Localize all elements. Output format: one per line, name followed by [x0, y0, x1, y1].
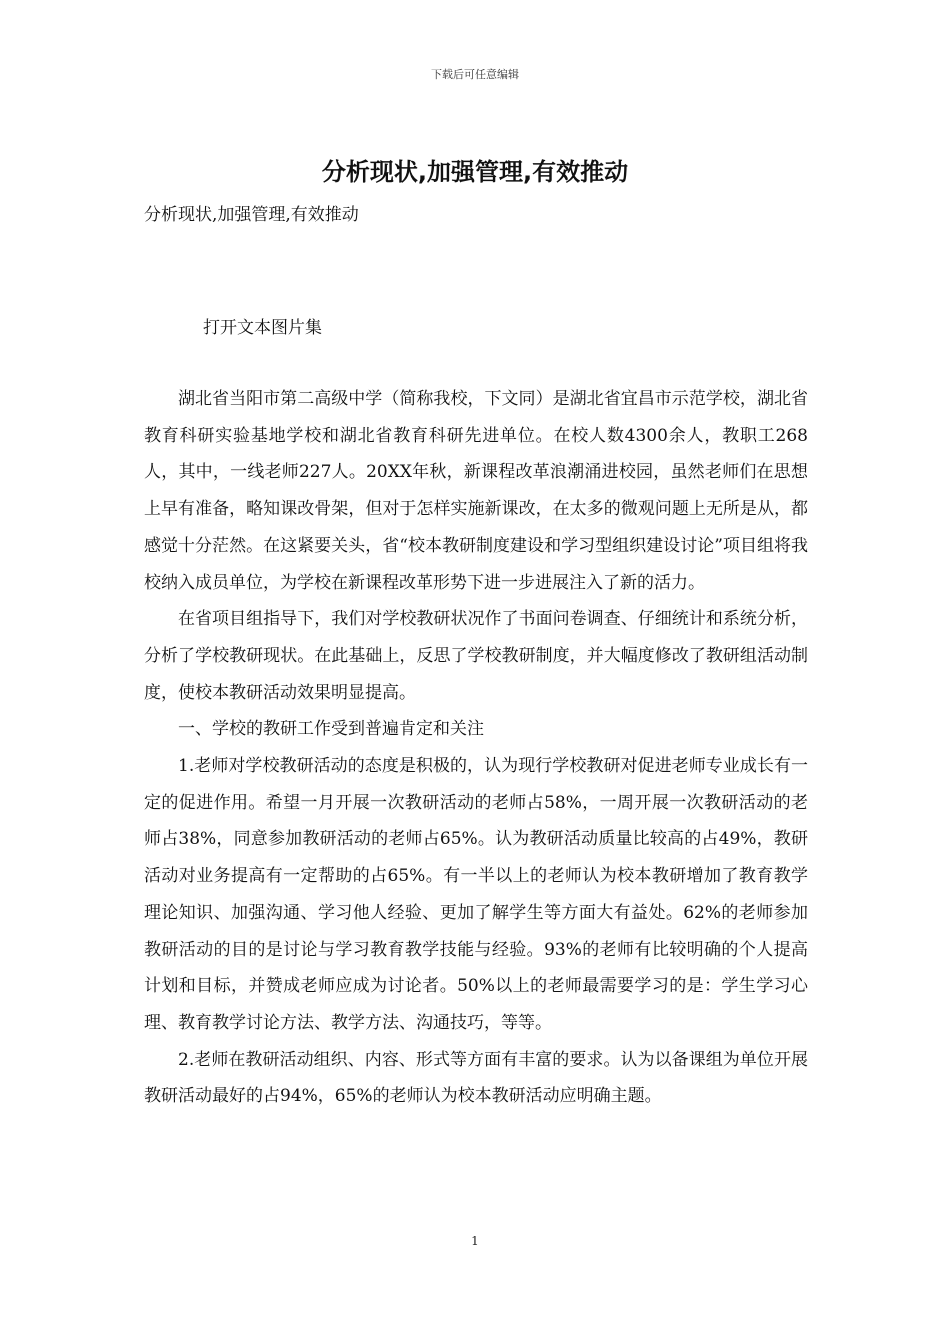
paragraph: 湖北省当阳市第二高级中学（简称我校，下文同）是湖北省宜昌市示范学校，湖北省教育科研实验基地学校和湖北省教育科研先进单位。在校人数4300余人，教职工268人，其中，一线老师227人。20XX年秋，新课程改革浪潮涌进校园，虽然老师们在思想上早有准备，略知课改骨架，但对于怎样实施新课改，在太多的微观问题上无所是从，都感觉十分茫然。在这紧要关头，省“校本教研制度建设和学习型组织建设讨论”项目组将我校纳入成员单位，为学校在新课程改革形势下进一步进展注入了新的活力。	[144, 389, 808, 593]
open-image-album-link[interactable]: 打开文本图片集	[203, 318, 322, 338]
document-title: 分析现状,加强管理,有效推动	[321, 158, 629, 186]
document-body	[144, 381, 808, 1115]
section-heading: 一、学校的教研工作受到普遍肯定和关注	[178, 719, 484, 740]
document-subtitle: 分析现状,加强管理,有效推动	[144, 205, 359, 225]
header-note: 下载后可任意编辑	[431, 68, 519, 81]
paragraph: 2.老师在教研活动组织、内容、形式等方面有丰富的要求。认为以备课组为单位开展教研活动最好的占94%，65%的老师认为校本教研活动应明确主题。	[144, 1049, 808, 1107]
page-number: 1	[471, 1234, 479, 1248]
paragraph: 在省项目组指导下，我们对学校教研状况作了书面问卷调查、仔细统计和系统分析，分析了学校教研现状。在此基础上，反思了学校教研制度，并大幅度修改了教研组活动制度，使校本教研活动效果明显提高。	[144, 609, 808, 703]
paragraph: 1.老师对学校教研活动的态度是积极的，认为现行学校教研对促进老师专业成长有一定的促进作用。希望一月开展一次教研活动的老师占58%，一周开展一次教研活动的老师占38%，同意参加教研活动的老师占65%。认为教研活动质量比较高的占49%，教研活动对业务提高有一定帮助的占65%。有一半以上的老师认为校本教研增加了教育教学理论知识、加强沟通、学习他人经验、更加了解学生等方面大有益处。62%的老师参加教研活动的目的是讨论与学习教育教学技能与经验。93%的老师有比较明确的个人提高计划和目标，并赞成老师应成为讨论者。50%以上的老师最需要学习的是：学生学习心理、教育教学讨论方法、教学方法、沟通技巧，等等。	[144, 756, 808, 1033]
